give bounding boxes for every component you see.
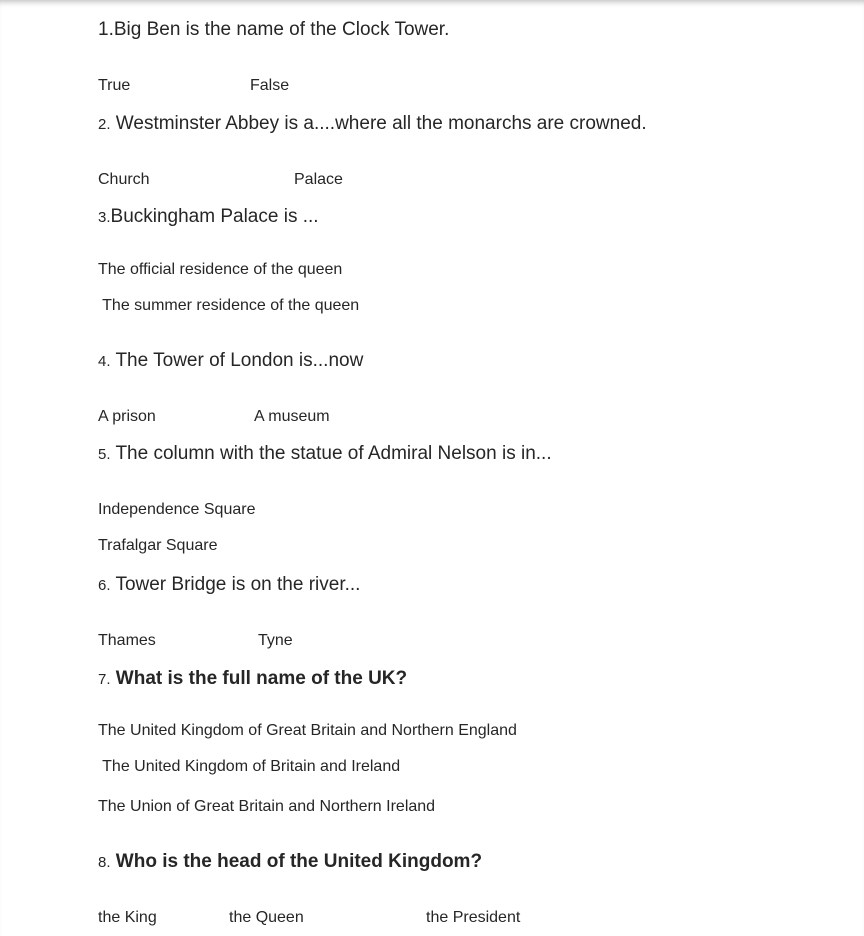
answer-option[interactable]: Thames [98,632,156,649]
question-number: 8. [98,854,111,871]
question-text: The column with the statue of Admiral Nelson is in... [110,443,552,464]
question-2 [98,114,647,133]
question-text: Westminster Abbey is a....where all the monarchs are crowned. [110,113,647,134]
answer-option[interactable]: True [98,77,131,94]
question-number: 3. [98,209,111,226]
question-number: 7. [98,671,111,688]
answer-option[interactable]: The United Kingdom of Britain and Ireland [98,758,401,775]
question-number: 1. [98,19,114,40]
question-number: 5. [98,446,111,463]
answer-option[interactable]: The United Kingdom of Great Britain and Northern England [98,722,517,739]
answer-option[interactable]: Church [98,171,150,188]
question-text: Big Ben is the name of the Clock Tower. [113,19,450,40]
question-text: Who is the head of the United Kingdom? [110,851,483,872]
answer-option[interactable]: the King [98,909,157,926]
question-8 [98,852,482,871]
answer-option[interactable]: False [250,77,290,94]
question-4 [98,351,363,370]
answer-option[interactable]: Trafalgar Square [98,537,218,554]
answer-option[interactable]: The Union of Great Britain and Northern Ireland [98,798,436,815]
question-3 [98,207,319,226]
answer-option[interactable]: A museum [254,408,330,425]
question-number: 2. [98,116,111,133]
question-text: Tower Bridge is on the river... [110,574,361,595]
question-7 [98,669,407,688]
answer-option[interactable]: Tyne [258,632,293,649]
question-text: The Tower of London is...now [110,350,364,371]
answer-option[interactable]: the Queen [229,909,304,926]
answer-option[interactable]: the President [426,909,521,926]
question-1 [98,20,449,39]
answer-option[interactable]: A prison [98,408,156,425]
answer-option[interactable]: The summer residence of the queen [98,297,360,314]
question-5 [98,444,552,463]
question-number: 6. [98,577,111,594]
answer-option[interactable]: Palace [294,171,343,188]
answer-option[interactable]: The official residence of the queen [98,261,343,278]
question-6 [98,575,360,594]
question-text: Buckingham Palace is ... [110,206,319,227]
question-text: What is the full name of the UK? [110,668,408,689]
question-number: 4. [98,353,111,370]
answer-option[interactable]: Independence Square [98,501,256,518]
